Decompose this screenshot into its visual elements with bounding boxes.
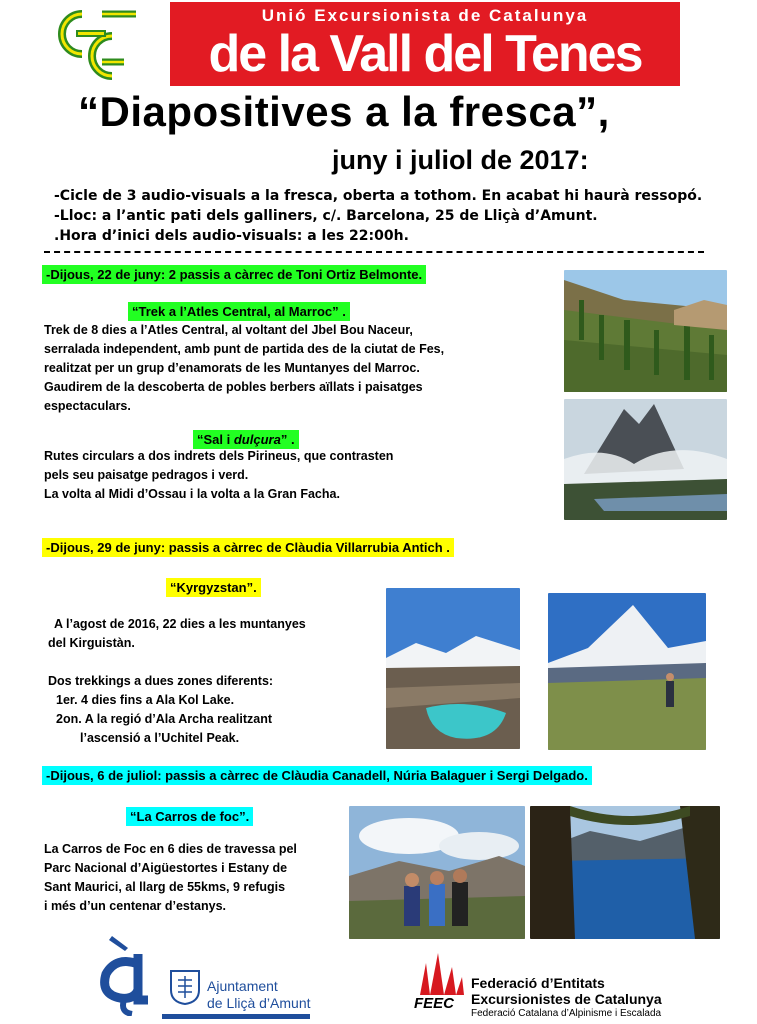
ajuntament-underline <box>162 1014 310 1019</box>
talk2-title-italic: dulçura <box>233 432 281 447</box>
uec-logo <box>52 6 142 84</box>
text-line: del Kirguistàn. <box>48 636 135 650</box>
session1-talk1-title: “Trek a l’Atles Central, al Marroc” . <box>128 302 350 321</box>
municipal-shield-icon <box>168 968 202 1006</box>
text-line: Dos trekkings a dues zones diferents: <box>48 674 274 688</box>
session1-talk2-description <box>44 447 393 504</box>
estany-lake-photo <box>530 806 720 939</box>
session2-talk-title: “Kyrgyzstan”. <box>166 578 261 597</box>
session3-heading: -Dijous, 6 de juliol: passis a càrrec de Clàudia Canadell, Núria Balaguer i Sergi Delgado. <box>42 766 592 785</box>
feec-text <box>471 975 662 1020</box>
feec-flame-icon <box>416 953 466 995</box>
session1-talk1-description <box>44 321 444 416</box>
text-line: espectaculars. <box>44 399 131 413</box>
llica-municipal-logo <box>98 934 162 1016</box>
text-line: Trek de 8 dies a l’Atles Central, al voltant del Jbel Bou Naceur, <box>44 323 413 337</box>
text-line: La volta al Midi d’Ossau i la volta a la Gran Facha. <box>44 487 340 501</box>
text-line: i més d’un centenar d’estanys. <box>44 899 227 913</box>
uchitel-peak-photo <box>548 593 706 750</box>
feec-line2: Excursionistes de Catalunya <box>471 991 662 1007</box>
page-title: “Diapositives a la fresca”, <box>78 88 610 135</box>
talk2-title-end: ” . <box>280 432 295 447</box>
text-line: serralada independent, amb punt de partida des de la ciutat de Fes, <box>44 342 445 356</box>
text-line: 1er. 4 dies fins a Ala Kol Lake. <box>56 693 235 707</box>
dashed-separator <box>44 251 704 253</box>
text-line: l’ascensió a l’Uchitel Peak. <box>80 731 240 745</box>
text-line <box>48 653 306 672</box>
text-line: 2on. A la regió d’Ala Archa realitzant <box>56 712 273 726</box>
feec-line1: Federació d’Entitats <box>471 975 605 991</box>
session2-description <box>48 615 306 748</box>
ajuntament-line1: Ajuntament <box>207 978 278 994</box>
text-line: A l’agost de 2016, 22 dies a les muntanyes <box>54 617 306 631</box>
feec-abbreviation: FEEC <box>414 995 455 1012</box>
feec-line3: Federació Catalana d’Alpinisme i Escalada <box>471 1008 662 1019</box>
session1-heading: -Dijous, 22 de juny: 2 passis a càrrec de Toni Ortiz Belmonte. <box>42 265 426 284</box>
uec-vall-del-tenes-banner <box>170 2 680 86</box>
atlas-mountains-photo <box>564 270 727 392</box>
talk2-title-start: “Sal i <box>197 432 234 447</box>
session2-heading: -Dijous, 29 de juny: passis a càrrec de Clàudia Villarrubia Antich . <box>42 538 454 557</box>
midi-ossau-photo <box>564 399 727 520</box>
text-line: Sant Maurici, al llarg de 55kms, 9 refugis <box>44 880 286 894</box>
text-line: Gaudirem de la descoberta de pobles berbers aïllats i paisatges <box>44 380 423 394</box>
text-line: pels seu paisatge pedragos i verd. <box>44 468 249 482</box>
text-line: Rutes circulars a dos indrets dels Pirineus, que contrasten <box>44 449 394 463</box>
ajuntament-text <box>207 978 311 1012</box>
info-line-cycle: -Cicle de 3 audio-visuals a la fresca, oberta a tothom. En acabat hi haurà ressopó. <box>54 188 703 204</box>
info-line-time: .Hora d’inici dels audio-visuals: a les 22:00h. <box>54 228 409 244</box>
banner-main-text: de la Vall del Tenes <box>208 25 642 83</box>
session3-description <box>44 840 297 916</box>
text-line: realitzat per un grup d’enamorats de les Muntanyes del Marroc. <box>44 361 420 375</box>
hikers-group-photo <box>349 806 525 939</box>
text-line: La Carros de Foc en 6 dies de travessa pel <box>44 842 297 856</box>
text-line: Parc Nacional d’Aigüestortes i Estany de <box>44 861 288 875</box>
info-line-place: -Lloc: a l’antic pati dels galliners, c/. Barcelona, 25 de Lliçà d’Amunt. <box>54 208 598 224</box>
session3-talk-title: “La Carros de foc”. <box>126 807 253 826</box>
ala-kol-lake-photo <box>386 588 520 749</box>
banner-top-text: Unió Excursionista de Catalunya <box>261 6 589 25</box>
page-subtitle: juny i juliol de 2017: <box>332 145 589 175</box>
ajuntament-line2: de Lliçà d’Amunt <box>207 995 311 1011</box>
